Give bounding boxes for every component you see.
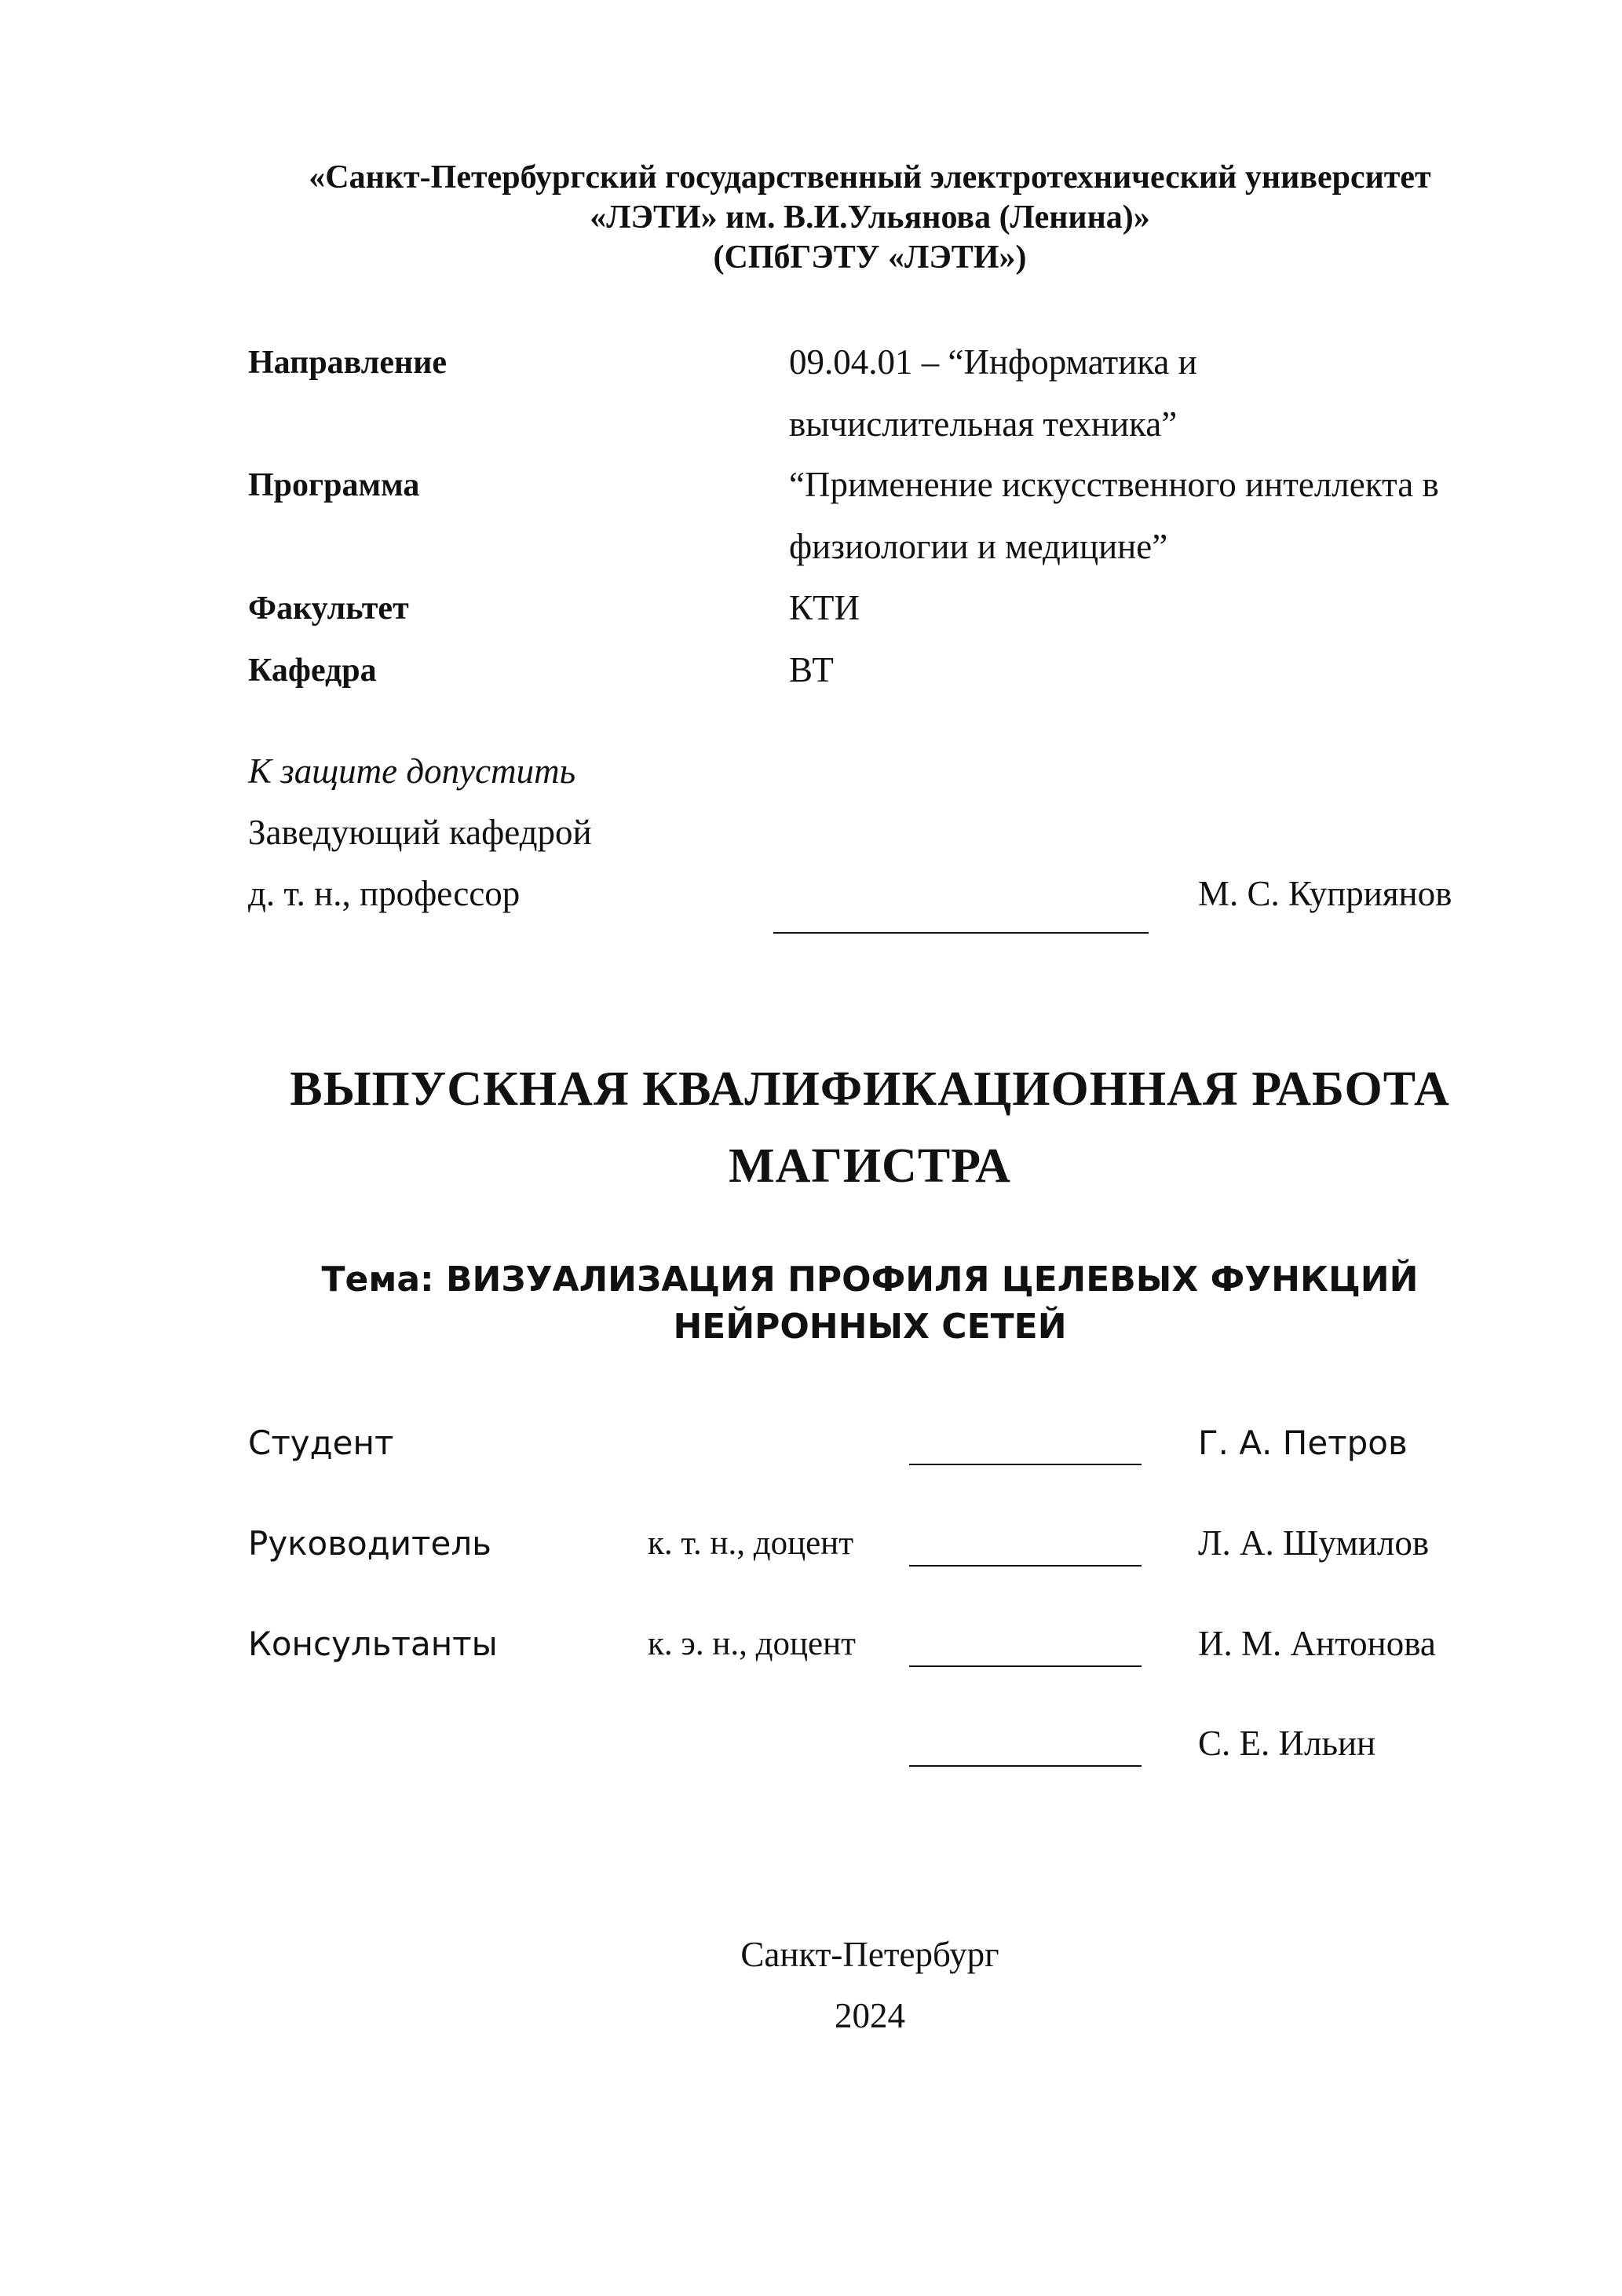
faculty-label: Факультет: [248, 590, 409, 627]
university-name-line-1: «Санкт-Петербургский государственный электротехнический университет: [309, 159, 1431, 196]
program-value-line-1: “Применение искусственного интеллекта в: [789, 465, 1439, 504]
consultant-1-name: И. М. Антонова: [1198, 1624, 1436, 1663]
student-role: Студент: [248, 1424, 394, 1462]
head-of-department-degree: д. т. н., профессор: [248, 874, 521, 913]
supervisor-role: Руководитель: [248, 1524, 491, 1563]
document-title-line-1: ВЫПУСКНАЯ КВАЛИФИКАЦИОННАЯ РАБОТА: [290, 1062, 1450, 1116]
student-signature-line: [909, 1464, 1142, 1465]
faculty-value: КТИ: [789, 588, 860, 627]
program-value-line-2: физиологии и медицине”: [789, 527, 1168, 566]
consultant-1-signature-line: [909, 1665, 1142, 1667]
head-of-department-title: Заведующий кафедрой: [248, 813, 592, 852]
supervisor-name: Л. А. Шумилов: [1198, 1523, 1430, 1563]
consultant-2-name: С. Е. Ильин: [1198, 1724, 1376, 1763]
supervisor-signature-line: [909, 1565, 1142, 1567]
head-signature-line: [773, 932, 1149, 934]
student-name: Г. А. Петров: [1198, 1424, 1408, 1462]
supervisor-degree: к. т. н., доцент: [648, 1525, 853, 1562]
consultant-1-degree: к. э. н., доцент: [648, 1625, 856, 1662]
consultants-role: Консультанты: [248, 1625, 498, 1663]
city: Санкт-Петербург: [740, 1935, 999, 1974]
program-label: Программа: [248, 467, 420, 503]
department-label: Кафедра: [248, 653, 377, 689]
university-abbreviation: (СПбГЭТУ «ЛЭТИ»): [713, 239, 1027, 276]
university-name-line-2: «ЛЭТИ» им. В.И.Ульянова (Ленина)»: [590, 199, 1150, 236]
topic-line-2: НЕЙРОННЫХ СЕТЕЙ: [673, 1307, 1067, 1347]
direction-label: Направление: [248, 345, 448, 381]
document-title-line-2: МАГИСТРА: [729, 1139, 1011, 1193]
topic-line-1: Тема: ВИЗУАЛИЗАЦИЯ ПРОФИЛЯ ЦЕЛЕВЫХ ФУНКЦИЙ: [321, 1260, 1419, 1300]
admit-to-defense: К защите допустить: [248, 751, 576, 791]
department-value: ВТ: [789, 650, 834, 689]
direction-value-line-2: вычислительная техника”: [789, 404, 1178, 444]
direction-value-line-1: 09.04.01 – “Информатика и: [789, 342, 1197, 382]
year: 2024: [835, 1996, 905, 2035]
head-of-department-name: М. С. Куприянов: [1198, 874, 1452, 913]
consultant-2-signature-line: [909, 1765, 1142, 1767]
